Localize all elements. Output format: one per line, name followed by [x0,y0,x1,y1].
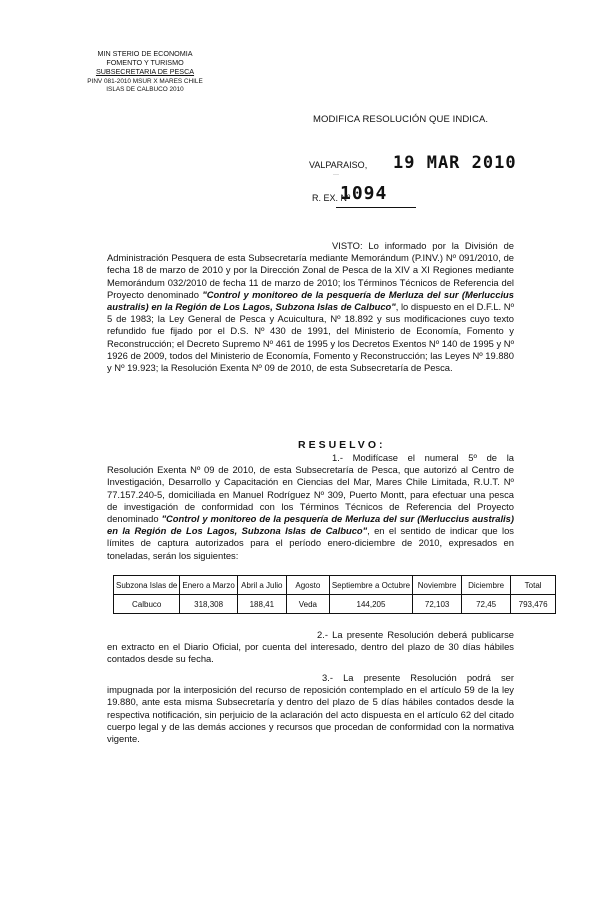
table-header-row [114,576,556,595]
resuelvo-heading: RESUELVO: [298,439,386,451]
table-header-cell: Agosto [286,576,329,595]
subsecretaria-name [70,68,220,77]
article-1-text-end: , en el sentido de indicar que los límites de captura autorizados para el período enero-diciembre de 2010, expresados en toneladas, serán los siguientes: [107,525,514,561]
table-cell: Calbuco [114,595,180,614]
visto-text: VISTO: Lo informado por la División de Administración Pesquera de esta Subsecretaría mediante Memorándum (P.INV.) Nº 091/2010, de fecha 18 de marzo de 2010 y por la Dirección Zonal de Pesca de la XIV a XI Regiones mediante Memorándum 032/2010 de fecha 11 de marzo de 2010; los Términos Técnicos de Referencia del Proyecto denominado [107,240,514,300]
resolution-number: 1094 [340,183,388,204]
table-cell: 793,476 [511,595,556,614]
table-header-cell: Noviembre [413,576,462,595]
table-cell: 72,45 [462,595,511,614]
document-title: MODIFICA RESOLUCIÓN QUE INDICA. [313,114,489,125]
visto-project-name: "Control y monitoreo de la pesquería de Merluza del sur (Merluccius australis) en la Región de Los Lagos, Subzona Islas de Calbuco" [107,288,514,313]
table-cell: 318,308 [180,595,237,614]
date-stamp: 19 MAR 2010 [393,153,517,173]
resolution-label: R. EX. Nº [312,193,351,203]
ministry-subname: FOMENTO Y TURISMO [106,58,184,67]
number-underline [336,207,416,208]
table-cell: 72,103 [413,595,462,614]
article-2: 2.- La presente Resolución deberá publicarse en extracto en el Diario Oficial, por cuenta del interesado, dentro del plazo de 30 días hábiles contados desde su fecha. [107,629,514,665]
table-header-cell: Total [511,576,556,595]
catch-limits-table [113,575,556,614]
visto-paragraph [107,240,514,374]
visto-text-end: , lo dispuesto en el D.F.L. Nº 5 de 1983; la Ley General de Pesca y Acuicultura, Nº 18.892 y sus modificaciones cuyo texto refundido fue fijado por el D.S. Nº 430 de 1991, del Ministerio de Economía, Fomento y Reconstrucción; el Decreto Supremo Nº 461 de 1995 y los Decretos Exentos Nº 140 de 1995 y Nº 1926 de 2009, todos del Ministerio de Economía, Fomento y Reconstrucción; las Leyes Nº 19.880 y Nº 19.923; la Resolución Exenta Nº 09 de 2010, de esta Subsecretaría de Pesca. [107,301,514,374]
table-header-cell: Diciembre [462,576,511,595]
table-header-cell: Abril a Julio [237,576,286,595]
table-header-cell: Septiembre a Octubre [329,576,412,595]
mark-dots: ··· [333,172,339,178]
table-cell: 144,205 [329,595,412,614]
article-3: 3.- La presente Resolución podrá ser impugnada por la interposición del recurso de reposición contemplado en el artículo 59 de la ley 19.880, ante esta misma Subsecretaría y dentro del plazo de 5 días hábiles contados desde la respectiva notificación, sin perjuicio de la aclaración del acto dispuesta en el artículo 62 del citado cuerpo legal y de las demás acciones y recursos que procedan de conformidad con la normativa vigente. [107,672,514,745]
subsecretaria-text: SUBSECRETARIA DE PESCA [95,67,195,76]
ministry-name: MIN STERIO DE ECONOMIA [97,49,193,58]
table-row [114,595,556,614]
file-code-2: ISLAS DE CALBUCO 2010 [106,86,184,93]
place-label: VALPARAISO, [309,160,368,170]
article-1 [107,452,514,562]
article-1-text: 1.- Modifícase el numeral 5º de la Resolución Exenta Nº 09 de 2010, de esta Subsecretaría de Pesca, que autorizó al Centro de Investigación, Desarrollo y Capacitación en Ciencias del Mar, Mares Chile Limitada, R.U.T. Nº 77.157.240-5, domiciliada en Manuel Rodríguez Nº 309, Puerto Montt, para efectuar una pesca de investigación de conformidad con los Términos Técnicos de Referencia del Proyecto denominado [107,452,514,525]
table-header-cell: Subzona Islas de [114,576,180,595]
table-header-cell: Enero a Marzo [180,576,237,595]
table-cell: Veda [286,595,329,614]
file-code: PINV 081-2010 MSUR X MARES CHILE [87,78,203,85]
article-1-project-name: "Control y monitoreo de la pesquería de Merluza del sur (Merluccius australis) en la Región de Los Lagos, Subzona Islas de Calbuco" [107,513,514,537]
table-cell: 188,41 [237,595,286,614]
